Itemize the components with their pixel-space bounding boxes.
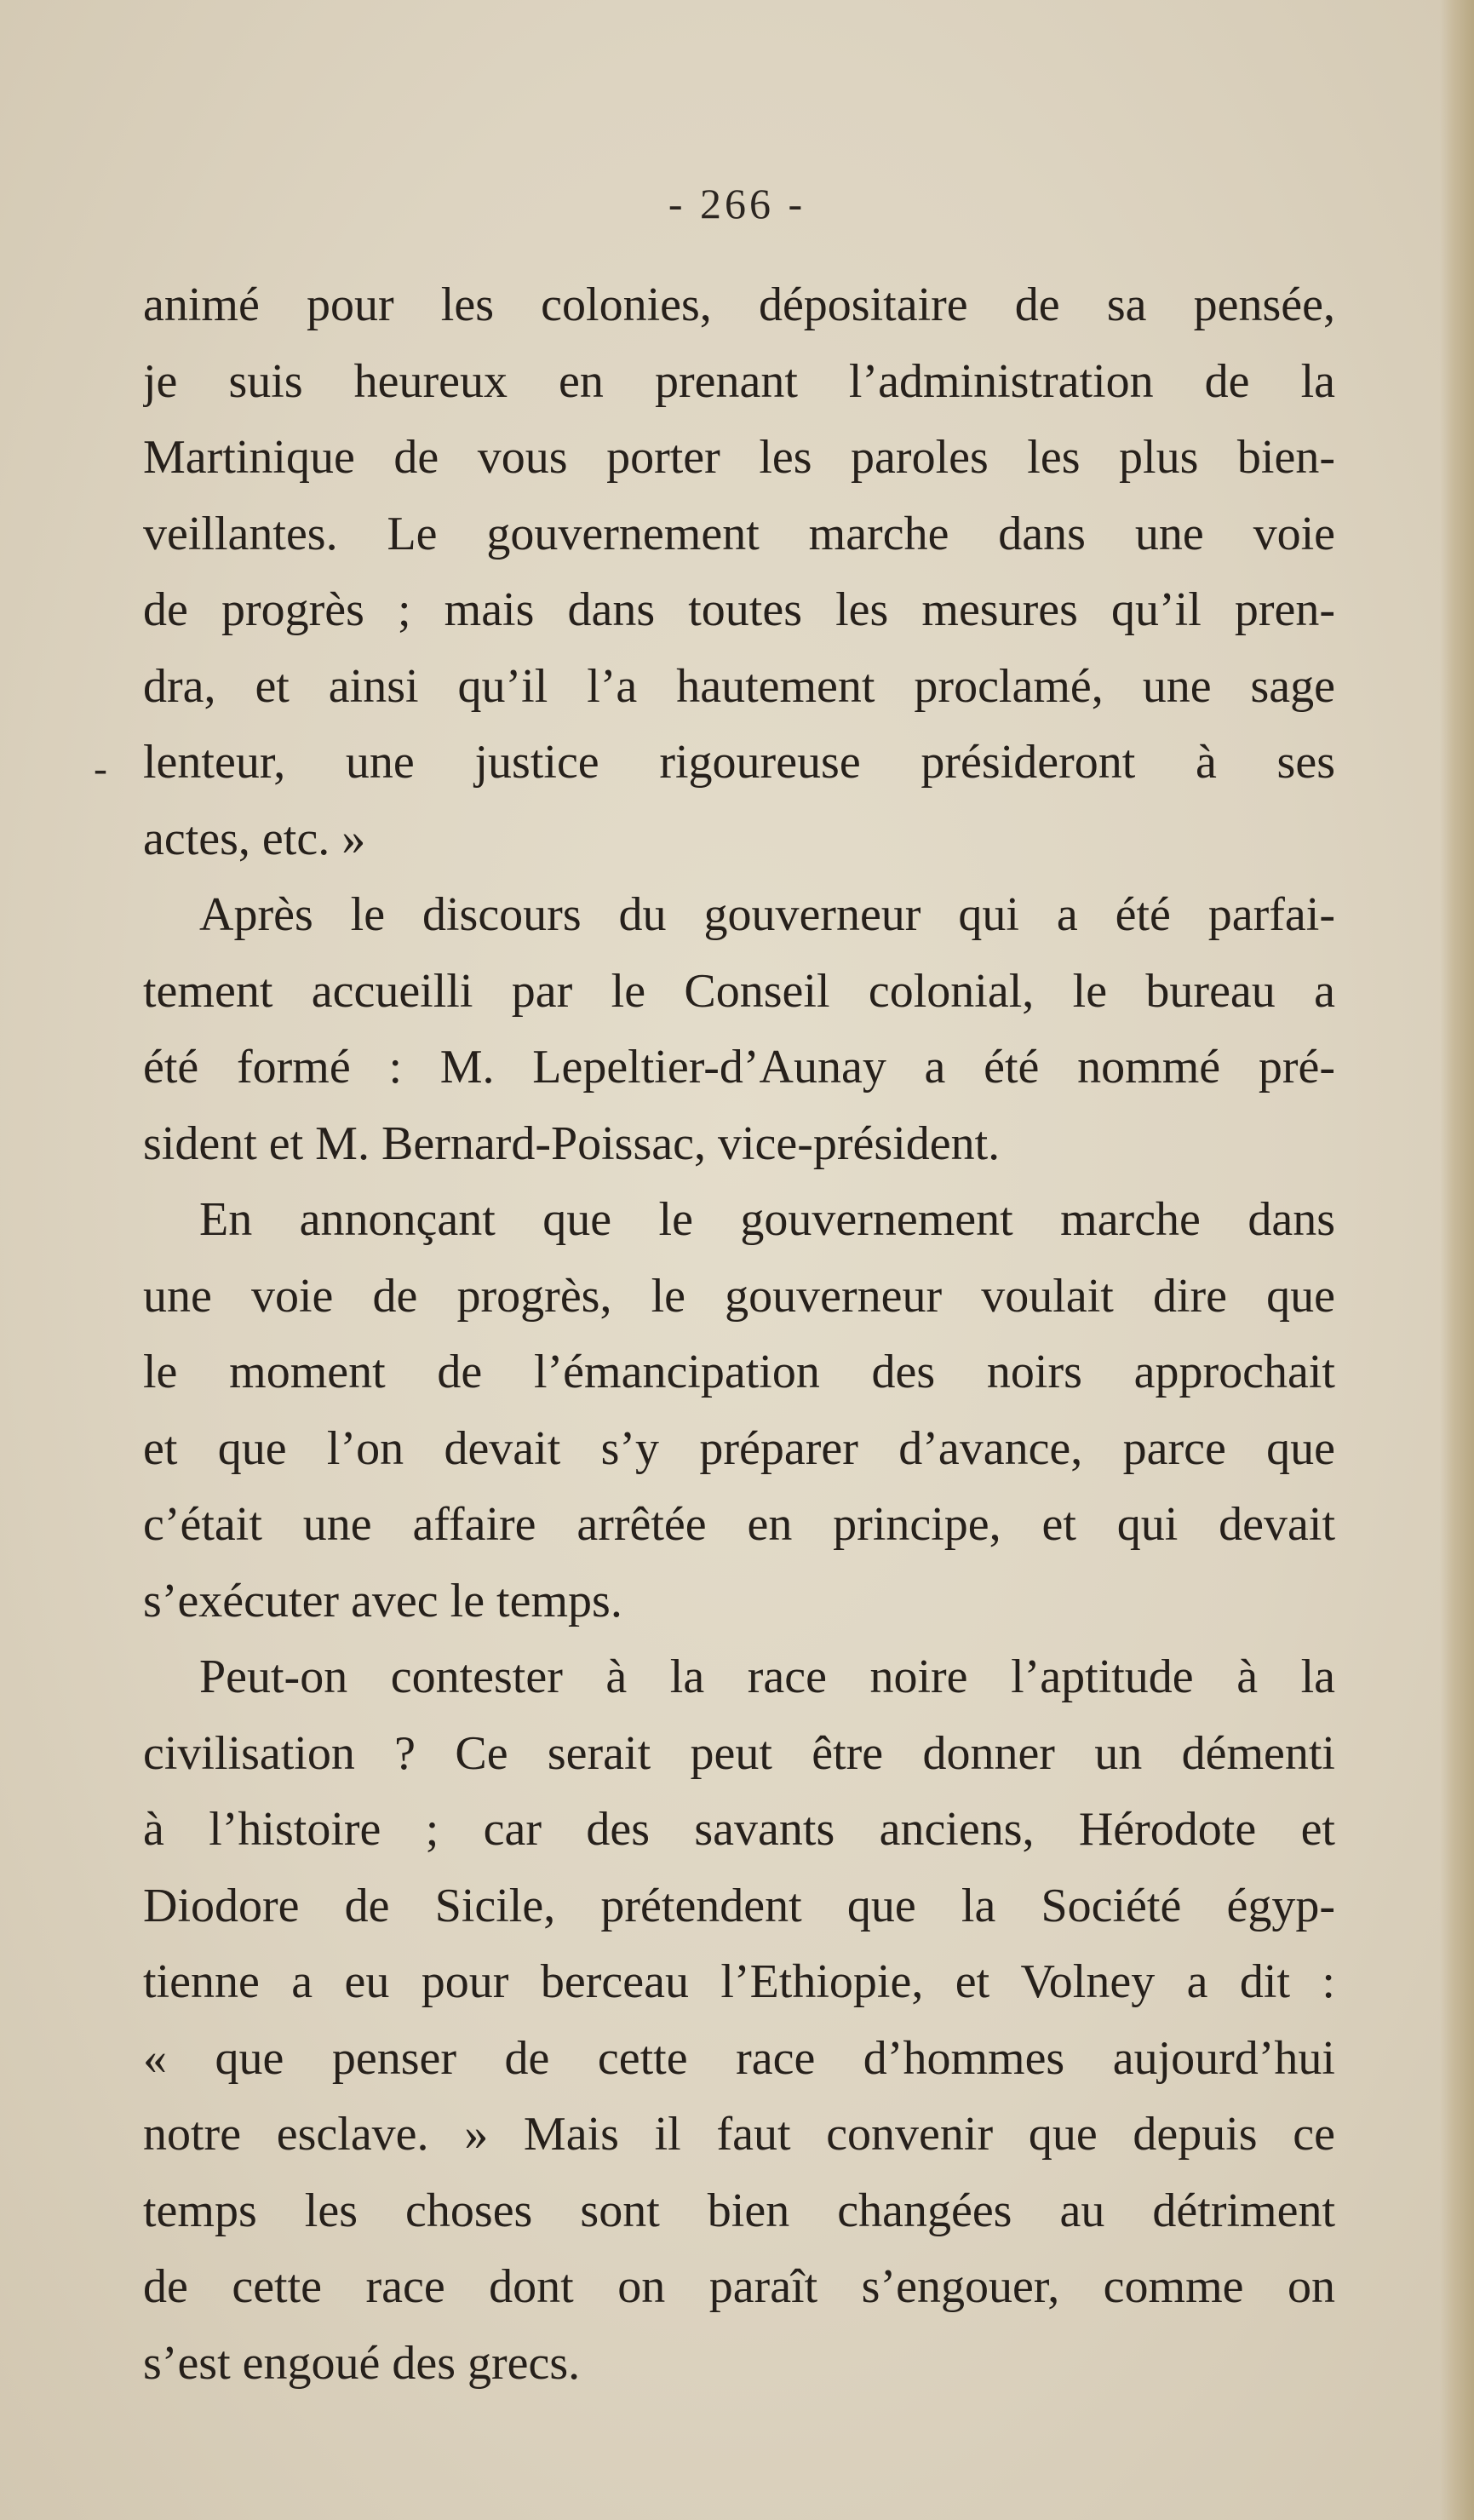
text-line: Martinique de vous porter les paroles les plus bien- xyxy=(143,431,1335,484)
text-line: sident et M. Bernard-Poissac, vice-président. xyxy=(143,1116,1001,1170)
paragraph-first-line: Après le discours du gouverneur qui a été parfai- xyxy=(199,888,1335,941)
text-line: civilisation ? Ce serait peut être donner un démenti xyxy=(143,1726,1335,1780)
text-line: Diodore de Sicile, prétendent que la Société égyp- xyxy=(143,1879,1335,1932)
text-line: temps les choses sont bien changées au détriment xyxy=(143,2184,1335,2237)
text-line: notre esclave. » Mais il faut convenir que depuis ce xyxy=(143,2108,1335,2161)
paragraph-first-line: En annonçant que le gouvernement marche dans xyxy=(199,1193,1335,1246)
page-number: - 266 - xyxy=(668,180,806,227)
text-line: c’était une affaire arrêtée en principe, et qui devait xyxy=(143,1498,1335,1551)
text-line: actes, etc. » xyxy=(143,812,366,865)
text-line: été formé : M. Lepeltier-d’Aunay a été nommé pré- xyxy=(143,1041,1335,1094)
text-line: dra, et ainsi qu’il l’a hautement proclamé, une sage xyxy=(143,659,1335,713)
text-line: le moment de l’émancipation des noirs approchait xyxy=(143,1346,1335,1398)
margin-mark: - xyxy=(94,746,107,791)
text-line: de cette race dont on paraît s’engouer, comme on xyxy=(143,2260,1335,2313)
body-text xyxy=(143,267,1335,2402)
text-line: « que penser de cette race d’hommes aujourd’hui xyxy=(143,2031,1335,2085)
text-line: animé pour les colonies, dépositaire de sa pensée, xyxy=(143,278,1335,331)
text-line: de progrès ; mais dans toutes les mesures qu’il pren- xyxy=(143,583,1335,636)
page-edge-shadow xyxy=(1440,0,1474,2520)
text-line: s’exécuter avec le temps. xyxy=(143,1574,622,1627)
text-line: tienne a eu pour berceau l’Ethiopie, et Volney a dit : xyxy=(143,1955,1335,2008)
text-line: à l’histoire ; car des savants anciens, Hérodote et xyxy=(143,1803,1335,1856)
text-line: une voie de progrès, le gouverneur voulait dire que xyxy=(143,1269,1335,1323)
text-line: et que l’on devait s’y préparer d’avance, parce que xyxy=(143,1421,1335,1475)
text-line: veillantes. Le gouvernement marche dans une voie xyxy=(143,507,1335,560)
paragraph-first-line: Peut-on contester à la race noire l’aptitude à la xyxy=(199,1650,1335,1703)
text-line: s’est engoué des grecs. xyxy=(143,2336,581,2390)
text-line: je suis heureux en prenant l’administration de la xyxy=(143,354,1335,408)
text-line: tement accueilli par le Conseil colonial, le bureau a xyxy=(143,964,1335,1018)
text-line: lenteur, une justice rigoureuse présideront à ses xyxy=(143,736,1335,789)
